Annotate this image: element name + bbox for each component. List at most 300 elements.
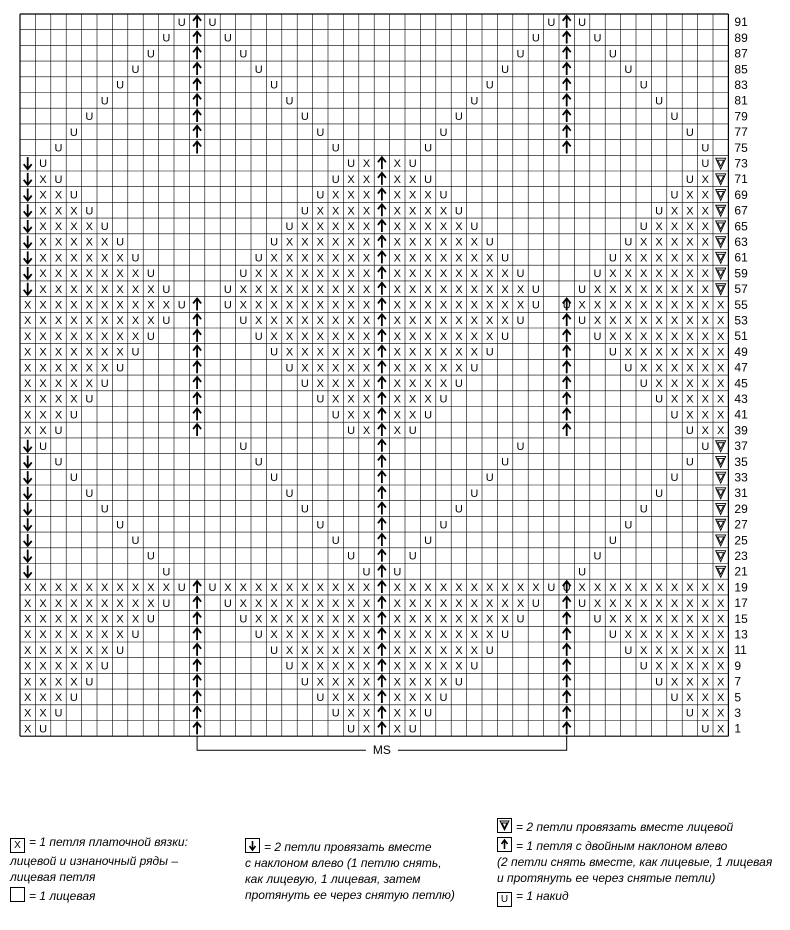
- x-stitch-mark: X: [85, 660, 93, 673]
- x-stitch-mark: X: [54, 268, 63, 281]
- x-stitch-mark: X: [439, 205, 448, 218]
- yarn-over-mark: U: [424, 707, 433, 720]
- x-stitch-mark: X: [686, 393, 694, 406]
- double-decrease-mark: [563, 691, 571, 703]
- x-stitch-mark: X: [362, 315, 371, 328]
- yarn-over-mark: U: [85, 487, 94, 500]
- x-stitch-mark: X: [24, 629, 32, 642]
- x-stitch-mark: X: [393, 362, 401, 375]
- yarn-over-mark: U: [100, 377, 109, 390]
- x-stitch-mark: X: [147, 315, 155, 328]
- x-stitch-mark: X: [670, 660, 679, 673]
- x-stitch-mark: X: [424, 629, 432, 642]
- x-stitch-mark: X: [116, 582, 124, 595]
- row-number: 61: [734, 250, 748, 265]
- yarn-over-mark: U: [685, 126, 694, 139]
- legend-triangle-text: = 2 петли провязать вместе лицевой: [516, 820, 734, 834]
- x-stitch-mark: X: [347, 691, 355, 704]
- x-stitch-mark: X: [424, 393, 432, 406]
- k2tog-left-mark: [24, 565, 32, 577]
- x-stitch-mark: X: [409, 582, 417, 595]
- x-stitch-mark: X: [362, 268, 371, 281]
- double-decrease-mark: [193, 361, 201, 373]
- x-stitch-mark: X: [116, 299, 124, 312]
- x-stitch-mark: X: [686, 660, 694, 673]
- yarn-over-mark: U: [300, 111, 309, 124]
- yarn-over-mark: U: [54, 707, 63, 720]
- yarn-over-mark: U: [593, 330, 602, 343]
- k2tog-left-mark: [24, 204, 32, 216]
- x-stitch-mark: X: [39, 330, 47, 343]
- double-decrease-mark: [378, 408, 386, 420]
- x-stitch-mark: X: [239, 283, 247, 296]
- k2tog-left-mark: [24, 267, 32, 279]
- row-number: 91: [734, 15, 748, 30]
- x-stitch-mark: X: [609, 299, 617, 312]
- x-stitch-mark: X: [301, 582, 309, 595]
- x-stitch-mark: X: [101, 629, 109, 642]
- x-stitch-mark: X: [409, 189, 417, 202]
- x-stitch-mark: X: [640, 330, 648, 343]
- yarn-over-mark: U: [593, 268, 602, 281]
- yarn-over-mark: U: [485, 472, 494, 485]
- x-stitch-mark: X: [347, 220, 355, 233]
- x-stitch-mark: X: [393, 707, 401, 720]
- x-stitch-mark: X: [101, 315, 109, 328]
- x-stitch-mark: X: [701, 644, 709, 657]
- double-decrease-mark: [563, 377, 571, 389]
- row-number: 11: [734, 643, 747, 658]
- x-stitch-mark: X: [85, 597, 93, 610]
- yarn-over-mark: U: [239, 48, 248, 61]
- x-stitch-mark: X: [424, 220, 432, 233]
- yarn-over-mark: U: [131, 629, 140, 642]
- legend-right-group: [497, 818, 772, 907]
- x-stitch-mark: X: [70, 299, 78, 312]
- yarn-over-mark: U: [424, 409, 433, 422]
- x-stitch-mark: X: [439, 268, 448, 281]
- x-stitch-mark: X: [362, 409, 371, 422]
- x-stitch-mark: X: [316, 268, 324, 281]
- double-decrease-mark: [563, 63, 571, 75]
- x-stitch-mark: X: [85, 236, 93, 249]
- x-stitch-mark: X: [424, 377, 432, 390]
- x-stitch-mark: X: [347, 393, 355, 406]
- x-stitch-mark: X: [717, 597, 725, 610]
- x-stitch-mark: X: [39, 691, 47, 704]
- x-stitch-mark: X: [409, 173, 417, 186]
- double-decrease-mark: [193, 126, 201, 138]
- ms-label: MS: [372, 743, 391, 758]
- x-stitch-mark: X: [54, 283, 63, 296]
- yarn-over-mark: U: [162, 283, 171, 296]
- x-stitch-mark: X: [640, 613, 648, 626]
- x-stitch-mark: X: [701, 425, 709, 438]
- x-stitch-mark: X: [640, 236, 648, 249]
- yarn-over-mark: U: [578, 566, 587, 579]
- x-stitch-mark: X: [116, 315, 124, 328]
- x-stitch-mark: X: [455, 283, 463, 296]
- x-stitch-mark: X: [424, 644, 432, 657]
- x-stitch-mark: X: [362, 220, 371, 233]
- x-stitch-mark: X: [362, 629, 371, 642]
- row-number: 55: [734, 297, 748, 312]
- x-stitch-mark: X: [640, 597, 648, 610]
- x-stitch-mark: X: [393, 268, 401, 281]
- x-stitch-mark: X: [624, 582, 632, 595]
- x-stitch-mark: X: [85, 629, 93, 642]
- x-stitch-mark: X: [486, 252, 494, 265]
- x-stitch-mark: X: [332, 283, 340, 296]
- x-stitch-mark: X: [455, 315, 463, 328]
- x-stitch-mark: X: [486, 330, 494, 343]
- x-stitch-mark: X: [593, 597, 602, 610]
- yarn-over-mark: U: [670, 691, 679, 704]
- k2tog-mark: [716, 441, 726, 452]
- double-decrease-mark: [563, 141, 571, 153]
- x-stitch-mark: X: [670, 205, 679, 218]
- x-stitch-mark: X: [316, 330, 324, 343]
- yarn-over-mark: U: [162, 597, 171, 610]
- x-stitch-mark: X: [609, 268, 617, 281]
- x-stitch-mark: X: [455, 582, 463, 595]
- x-stitch-mark: X: [285, 236, 294, 249]
- x-stitch-mark: X: [501, 299, 509, 312]
- x-stitch-mark: X: [624, 252, 632, 265]
- x-stitch-mark: X: [347, 283, 355, 296]
- x-stitch-mark: X: [655, 629, 663, 642]
- yarn-over-mark: U: [608, 534, 617, 547]
- row-number: 47: [734, 360, 748, 375]
- yarn-over-mark: U: [131, 63, 140, 76]
- yarn-over-mark: U: [116, 644, 125, 657]
- x-stitch-mark: X: [717, 707, 725, 720]
- x-stitch-mark: X: [85, 268, 93, 281]
- x-stitch-mark: X: [439, 330, 448, 343]
- x-stitch-mark: X: [409, 299, 417, 312]
- x-stitch-mark: X: [501, 613, 509, 626]
- yarn-over-mark: U: [408, 158, 417, 171]
- x-stitch-mark: X: [39, 283, 47, 296]
- x-stitch-mark: X: [54, 409, 63, 422]
- x-stitch-mark: X: [332, 613, 340, 626]
- x-stitch-mark: X: [424, 597, 432, 610]
- row-number: 67: [734, 203, 748, 218]
- x-stitch-mark: X: [439, 644, 448, 657]
- x-stitch-mark: X: [24, 644, 32, 657]
- yarn-over-mark: U: [85, 393, 94, 406]
- x-stitch-mark: X: [347, 362, 355, 375]
- yarn-over-mark: U: [285, 95, 294, 108]
- x-stitch-mark: X: [609, 613, 617, 626]
- row-number: 13: [734, 627, 748, 642]
- yarn-over-mark: U: [270, 236, 279, 249]
- x-stitch-mark: X: [409, 629, 417, 642]
- x-stitch-mark: X: [424, 362, 432, 375]
- x-stitch-mark: X: [332, 362, 340, 375]
- x-stitch-mark: X: [347, 330, 355, 343]
- row-number: 37: [734, 439, 748, 454]
- x-stitch-mark: X: [116, 252, 124, 265]
- yarn-over-mark: U: [639, 503, 648, 516]
- x-stitch-mark: X: [686, 330, 694, 343]
- x-stitch-mark: X: [593, 299, 602, 312]
- x-stitch-mark: X: [470, 597, 478, 610]
- x-stitch-mark: X: [347, 346, 355, 359]
- yarn-over-mark: U: [454, 377, 463, 390]
- yarn-over-mark: U: [470, 660, 479, 673]
- row-number: 81: [734, 93, 748, 108]
- x-stitch-mark: X: [409, 315, 417, 328]
- yarn-over-mark: U: [69, 189, 78, 202]
- k2tog-mark: [716, 205, 726, 216]
- legend-dbl-text-c: и протянуть ее через снятые петли): [497, 871, 716, 885]
- x-stitch-mark: X: [301, 330, 309, 343]
- row-number: 35: [734, 454, 748, 469]
- x-stitch-mark: X: [347, 582, 355, 595]
- x-stitch-mark: X: [332, 582, 340, 595]
- x-stitch-mark: X: [24, 346, 32, 359]
- x-stitch-mark: X: [409, 597, 417, 610]
- yarn-over-mark: U: [254, 330, 263, 343]
- double-decrease-mark: [378, 314, 386, 326]
- x-stitch-mark: X: [393, 597, 401, 610]
- double-decrease-mark: [563, 16, 571, 28]
- k2tog-mark: [716, 190, 726, 201]
- x-stitch-mark: X: [347, 189, 355, 202]
- x-stitch-mark: X: [409, 660, 417, 673]
- x-stitch-mark: X: [516, 597, 525, 610]
- x-stitch-mark: X: [393, 425, 401, 438]
- double-decrease-mark: [378, 518, 386, 530]
- x-stitch-mark: X: [70, 236, 78, 249]
- x-stitch-mark: X: [116, 629, 124, 642]
- x-stitch-mark: X: [439, 236, 448, 249]
- x-stitch-mark: X: [424, 236, 432, 249]
- x-stitch-mark: X: [486, 597, 494, 610]
- x-stitch-mark: X: [332, 236, 340, 249]
- x-stitch-mark: X: [640, 629, 648, 642]
- k2tog-mark: [716, 174, 726, 185]
- double-decrease-mark: [563, 612, 571, 624]
- x-stitch-mark: X: [655, 660, 663, 673]
- double-decrease-mark: [378, 220, 386, 232]
- x-stitch-mark: X: [362, 723, 371, 736]
- x-stitch-mark: X: [686, 299, 694, 312]
- yarn-over-mark: U: [547, 16, 556, 29]
- x-stitch-mark: X: [39, 582, 47, 595]
- yarn-over-mark: U: [270, 472, 279, 485]
- x-stitch-mark: X: [85, 346, 93, 359]
- yarn-over-mark: U: [116, 79, 125, 92]
- yarn-over-mark: U: [424, 534, 433, 547]
- double-decrease-mark: [563, 628, 571, 640]
- x-stitch-mark: X: [701, 691, 709, 704]
- x-stitch-mark: X: [147, 582, 155, 595]
- x-stitch-mark: X: [670, 676, 679, 689]
- x-stitch-mark: X: [54, 346, 63, 359]
- double-decrease-mark: [563, 47, 571, 59]
- yarn-over-mark: U: [177, 299, 186, 312]
- yarn-over-mark: U: [485, 236, 494, 249]
- x-stitch-mark: X: [332, 660, 340, 673]
- x-stitch-mark: X: [224, 582, 232, 595]
- yarn-over-mark: U: [531, 32, 540, 45]
- legend-k2tog-text-c: как лицевую, 1 лицевая, затем: [245, 872, 421, 886]
- x-stitch-mark: X: [54, 629, 63, 642]
- x-stitch-mark: X: [285, 330, 294, 343]
- double-decrease-mark: [563, 707, 571, 719]
- yarn-over-mark: U: [439, 189, 448, 202]
- x-stitch-mark: X: [393, 393, 401, 406]
- double-decrease-mark: [378, 503, 386, 515]
- x-stitch-mark: X: [131, 283, 140, 296]
- double-decrease-mark: [378, 346, 386, 358]
- x-stitch-mark: X: [285, 299, 294, 312]
- k2tog-mark: [716, 221, 726, 232]
- double-decrease-mark: [563, 597, 571, 609]
- x-stitch-mark: X: [717, 644, 725, 657]
- yarn-over-mark: U: [624, 644, 633, 657]
- x-stitch-mark: X: [316, 597, 324, 610]
- x-stitch-mark: X: [409, 393, 417, 406]
- x-stitch-mark: X: [393, 723, 401, 736]
- yarn-over-mark: U: [624, 362, 633, 375]
- x-stitch-mark: X: [686, 629, 694, 642]
- x-stitch-mark: X: [239, 582, 247, 595]
- x-stitch-mark: X: [239, 597, 247, 610]
- x-stitch-mark: X: [455, 236, 463, 249]
- x-stitch-mark: X: [593, 315, 602, 328]
- double-decrease-mark: [378, 597, 386, 609]
- x-stitch-mark: X: [501, 315, 509, 328]
- x-stitch-mark: X: [54, 205, 63, 218]
- x-stitch-mark: X: [701, 362, 709, 375]
- row-number: 65: [734, 219, 748, 234]
- legend-k2tog-text-d: протянуть ее через снятую петлю): [245, 888, 455, 902]
- x-stitch-mark: X: [332, 644, 340, 657]
- x-stitch-mark: X: [24, 315, 32, 328]
- x-stitch-mark: X: [409, 707, 417, 720]
- x-stitch-mark: X: [301, 268, 309, 281]
- x-stitch-mark: X: [270, 330, 278, 343]
- x-stitch-mark: X: [131, 268, 140, 281]
- x-stitch-mark: X: [717, 629, 725, 642]
- double-decrease-mark: [563, 424, 571, 436]
- legend-u-symbol: U: [497, 892, 512, 907]
- x-stitch-mark: X: [347, 629, 355, 642]
- x-stitch-mark: X: [624, 330, 632, 343]
- yarn-over-mark: U: [239, 613, 248, 626]
- x-stitch-mark: X: [455, 268, 463, 281]
- yarn-over-mark: U: [100, 95, 109, 108]
- x-stitch-mark: X: [455, 644, 463, 657]
- x-stitch-mark: X: [486, 268, 494, 281]
- double-decrease-mark: [193, 393, 201, 405]
- legend-k2tog-text-b: с наклоном влево (1 петлю снять,: [245, 856, 442, 870]
- yarn-over-mark: U: [254, 63, 263, 76]
- legend-x-text-a: = 1 петля платочной вязки:: [29, 835, 188, 849]
- x-stitch-mark: X: [301, 346, 309, 359]
- yarn-over-mark: U: [501, 629, 510, 642]
- legend-x-symbol: X: [10, 838, 25, 853]
- x-stitch-mark: X: [640, 644, 648, 657]
- yarn-over-mark: U: [69, 691, 78, 704]
- x-stitch-mark: X: [409, 409, 417, 422]
- x-stitch-mark: X: [624, 315, 632, 328]
- x-stitch-mark: X: [393, 236, 401, 249]
- row-number: 19: [734, 580, 748, 595]
- row-number: 63: [734, 235, 748, 250]
- x-stitch-mark: X: [301, 362, 309, 375]
- x-stitch-mark: X: [424, 252, 432, 265]
- k2tog-left-mark: [24, 518, 32, 530]
- x-stitch-mark: X: [24, 409, 32, 422]
- x-stitch-mark: X: [393, 409, 401, 422]
- x-stitch-mark: X: [717, 676, 725, 689]
- double-decrease-mark: [563, 408, 571, 420]
- row-number: 3: [734, 706, 742, 721]
- x-stitch-mark: X: [301, 315, 309, 328]
- x-stitch-mark: X: [39, 268, 47, 281]
- x-stitch-mark: X: [640, 346, 648, 359]
- x-stitch-mark: X: [409, 644, 417, 657]
- x-stitch-mark: X: [640, 362, 648, 375]
- double-decrease-mark: [193, 628, 201, 640]
- x-stitch-mark: X: [686, 346, 694, 359]
- double-decrease-mark: [378, 675, 386, 687]
- yarn-over-mark: U: [501, 330, 510, 343]
- x-stitch-mark: X: [439, 582, 448, 595]
- x-stitch-mark: X: [285, 582, 294, 595]
- double-decrease-mark: [378, 157, 386, 169]
- k2tog-left-mark: [24, 283, 32, 295]
- x-stitch-mark: X: [670, 236, 679, 249]
- x-stitch-mark: X: [101, 346, 109, 359]
- row-number: 33: [734, 470, 748, 485]
- x-stitch-mark: X: [701, 597, 709, 610]
- x-stitch-mark: X: [701, 236, 709, 249]
- x-stitch-mark: X: [316, 252, 324, 265]
- x-stitch-mark: X: [686, 205, 694, 218]
- x-stitch-mark: X: [486, 613, 494, 626]
- x-stitch-mark: X: [393, 676, 401, 689]
- yarn-over-mark: U: [501, 252, 510, 265]
- yarn-over-mark: U: [146, 48, 155, 61]
- x-stitch-mark: X: [301, 613, 309, 626]
- row-number: 87: [734, 46, 748, 61]
- x-stitch-mark: X: [54, 362, 63, 375]
- double-decrease-mark: [378, 298, 386, 310]
- x-stitch-mark: X: [347, 597, 355, 610]
- double-decrease-mark: [193, 16, 201, 28]
- x-stitch-mark: X: [270, 252, 278, 265]
- double-decrease-mark: [563, 79, 571, 91]
- x-stitch-mark: X: [424, 315, 432, 328]
- yarn-over-mark: U: [593, 32, 602, 45]
- k2tog-mark: [716, 488, 726, 499]
- x-stitch-mark: X: [655, 220, 663, 233]
- x-stitch-mark: X: [347, 252, 355, 265]
- x-stitch-mark: X: [39, 362, 47, 375]
- x-stitch-mark: X: [717, 425, 725, 438]
- x-stitch-mark: X: [717, 330, 725, 343]
- x-stitch-mark: X: [270, 597, 278, 610]
- k2tog-mark: [716, 158, 726, 169]
- x-stitch-mark: X: [24, 393, 32, 406]
- x-stitch-mark: X: [393, 660, 401, 673]
- x-stitch-mark: X: [39, 409, 47, 422]
